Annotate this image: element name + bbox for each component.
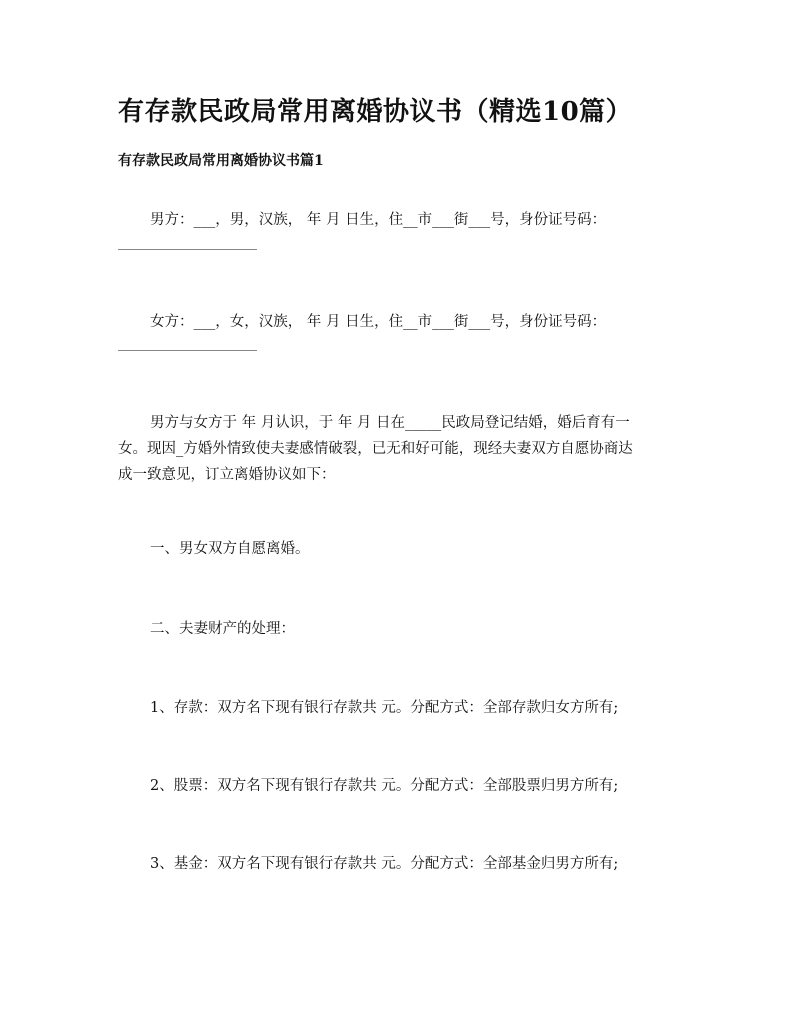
intro-line: 女。现因_方婚外情致使夫妻感情破裂，已无和好可能，现经夫妻双方自愿协商达 [118,441,633,457]
female-party-line: 女方：___，女，汉族， 年 月 日生，住__市___街___号，身份证号码： [150,314,607,330]
section-heading: 有存款民政局常用离婚协议书篇1 [118,153,324,169]
item-savings: 1、存款：双方名下现有银行存款共 元。分配方式：全部存款归女方所有; [150,700,619,716]
intro-line: 成一致意见，订立离婚协议如下： [118,467,336,483]
item-stocks: 2、股票：双方名下现有银行存款共 元。分配方式：全部股票归男方所有; [150,778,619,794]
document-title: 有存款民政局常用离婚协议书（精选10篇） [118,97,633,127]
intro-paragraph [118,410,683,488]
male-id-underline [118,249,257,250]
intro-line: 男方与女方于 年 月认识，于 年 月 日在_____民政局登记结婚，婚后育有一 [150,415,630,431]
male-party-line: 男方：___，男，汉族， 年 月 日生，住__市___街___号，身份证号码： [150,212,607,228]
clause-property-division: 二、夫妻财产的处理： [150,621,295,637]
female-id-underline [118,350,257,351]
item-funds: 3、基金：双方名下现有银行存款共 元。分配方式：全部基金归男方所有; [150,856,619,872]
clause-voluntary-divorce: 一、男女双方自愿离婚。 [150,541,310,557]
